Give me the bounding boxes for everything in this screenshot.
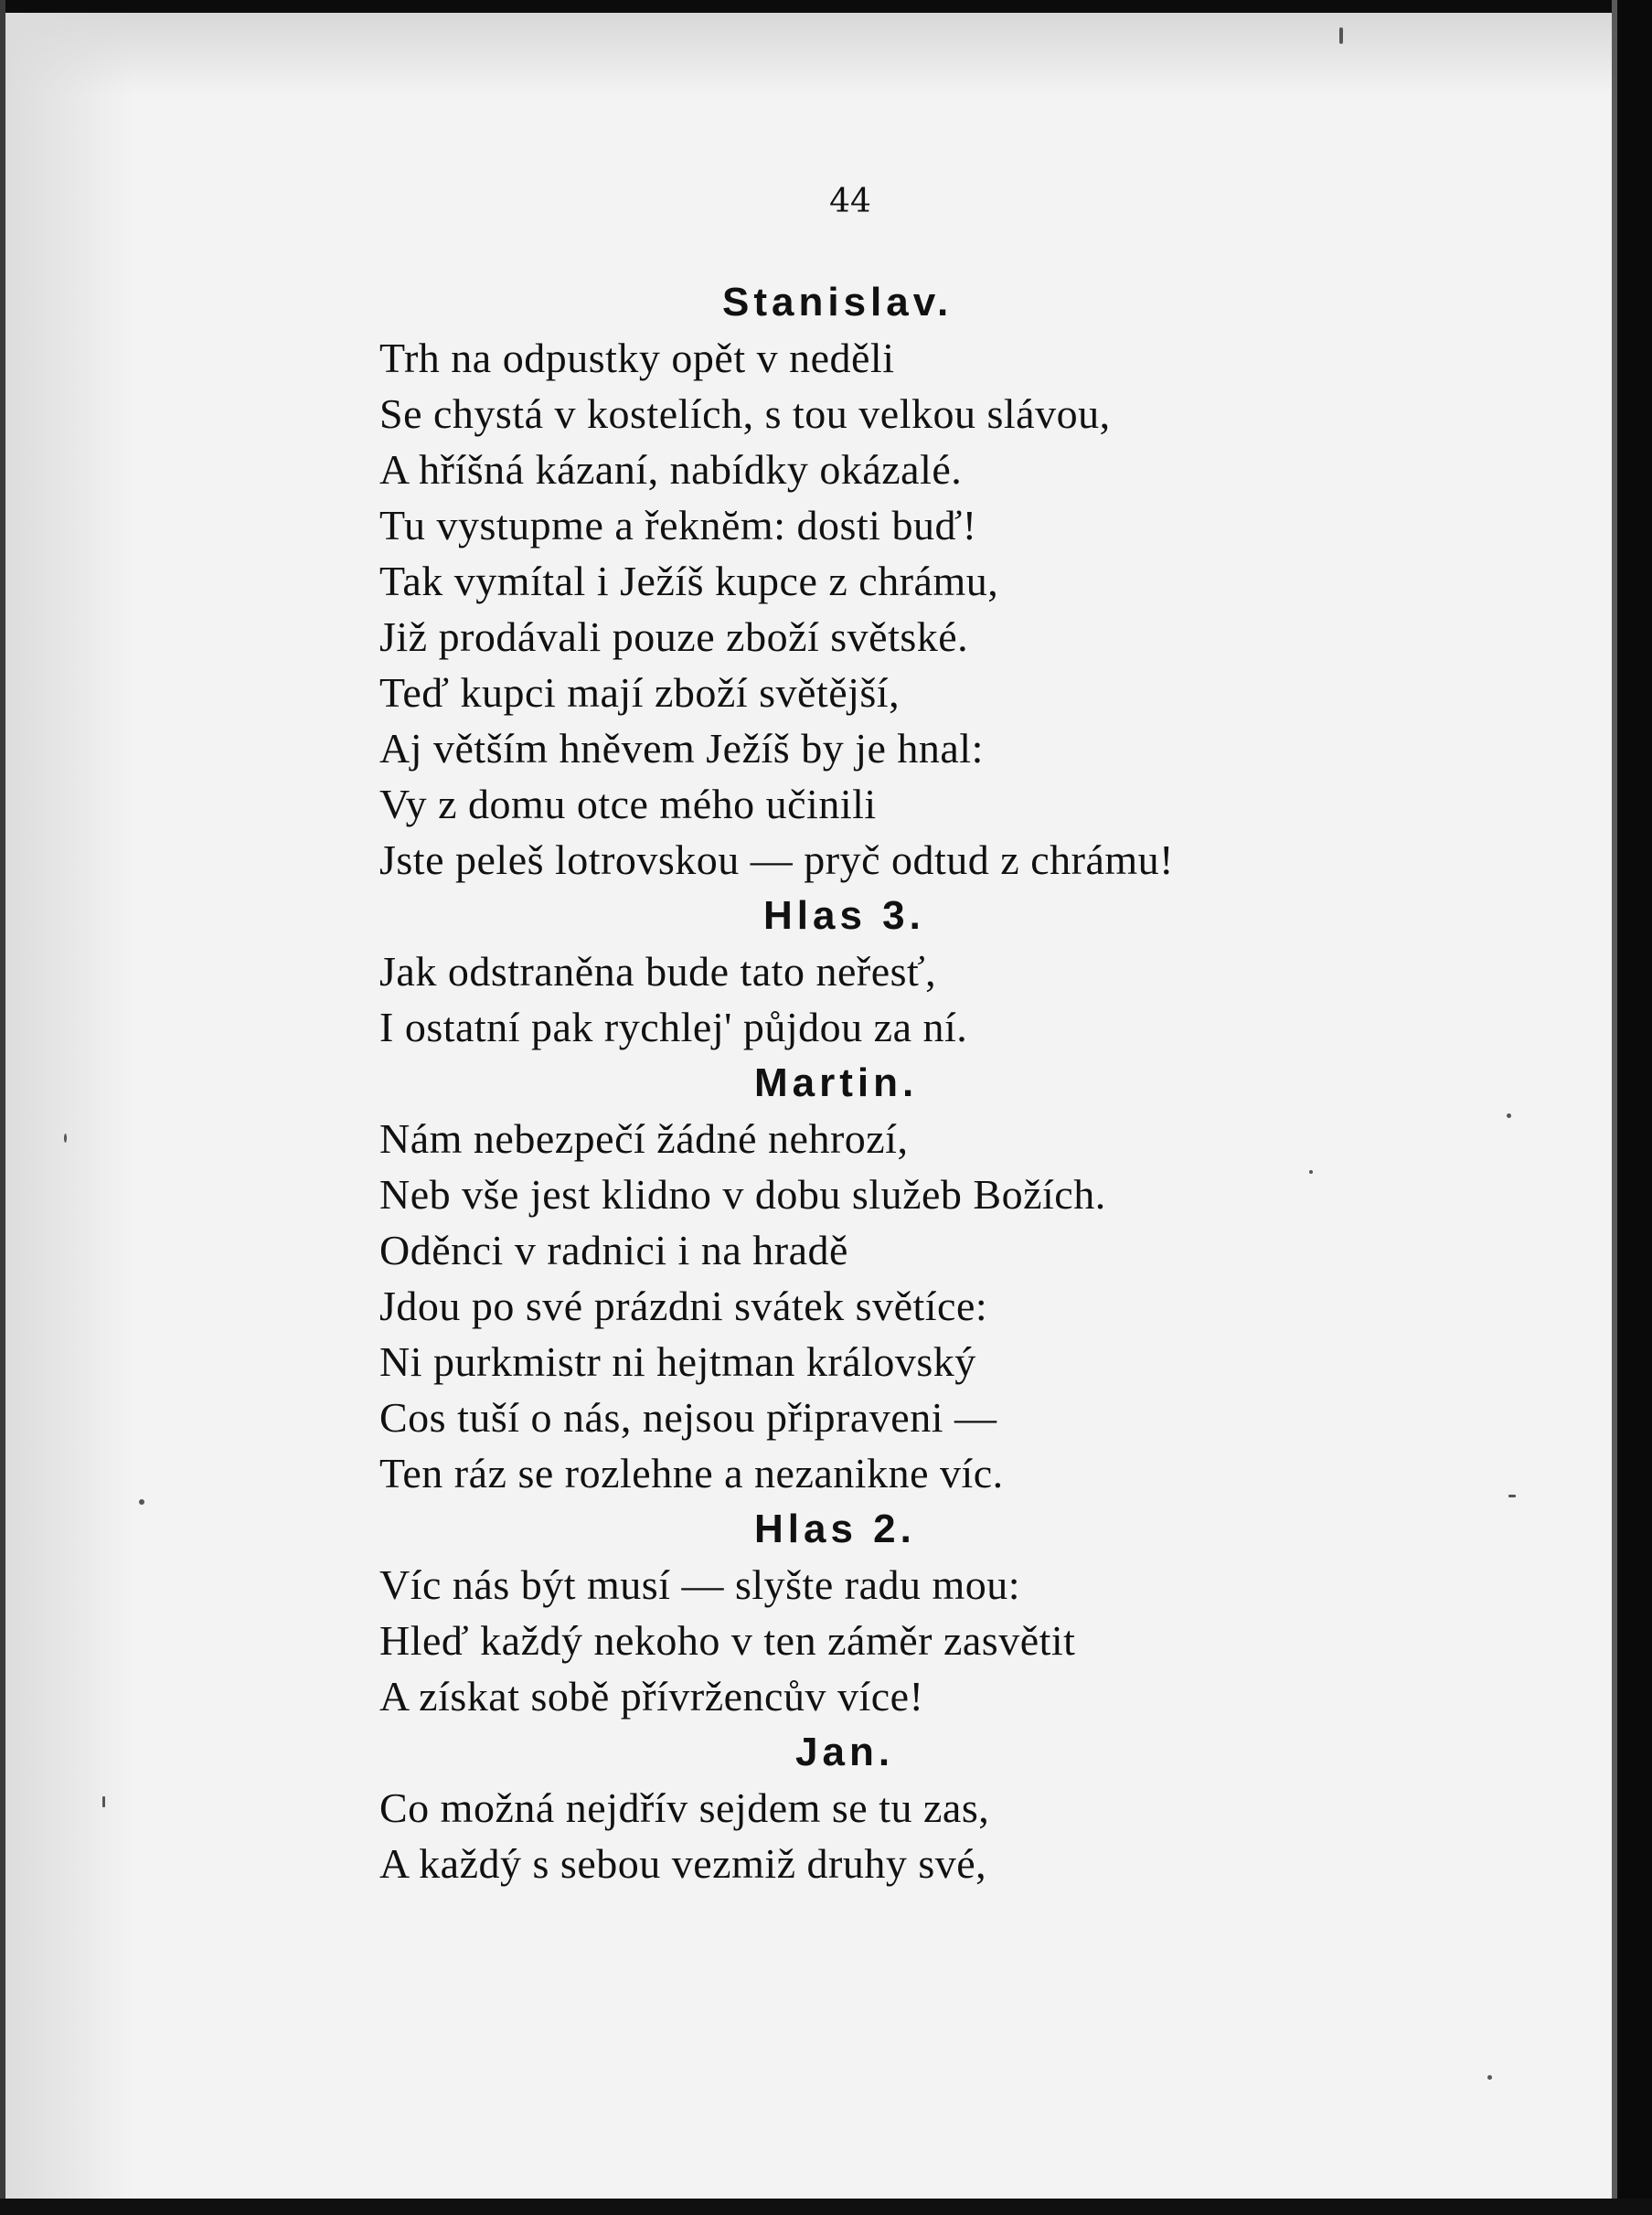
scan-speck [1339, 27, 1343, 44]
speaker-name: Martin. [754, 1060, 919, 1105]
verse-line: Již prodávali pouze zboží světské. [379, 613, 969, 660]
scan-border-left [0, 0, 5, 2215]
play-text [379, 274, 1440, 1891]
speaker-name: Hlas 2. [754, 1507, 916, 1551]
scan-speck [102, 1796, 105, 1807]
verse-line: Jdou po své prázdni svátek světíce: [379, 1283, 988, 1329]
page-number: 44 [829, 183, 871, 220]
verse-line: Neb vše jest klidno v dobu služeb Božích. [379, 1171, 1106, 1218]
verse-line: Vy z domu otce mého učinili [379, 781, 877, 827]
scan-speck [1508, 1495, 1516, 1497]
verse-line: A každý s sebou vezmiž druhy své, [379, 1840, 987, 1887]
scan-speck [1487, 2075, 1492, 2080]
verse-line: Cos tuší o nás, nejsou připraveni — [379, 1394, 997, 1441]
verse-line: Jste peleš lotrovskou — pryč odtud z chrámu! [379, 836, 1174, 883]
speaker-name: Hlas 3. [763, 893, 925, 938]
scan-speck [64, 1134, 67, 1143]
verse-line: Tak vymítal i Ježíš kupce z chrámu, [379, 558, 999, 604]
verse-line: A hříšná kázaní, nabídky okázalé. [379, 446, 963, 493]
scan-speck [139, 1499, 144, 1505]
speech [379, 943, 1440, 1055]
speaker-name: Jan. [795, 1730, 895, 1774]
scan-shadow-left [5, 0, 133, 2215]
verse-line: Trh na odpustky opět v neděli [379, 335, 895, 381]
scan-border-top [0, 0, 1652, 13]
verse-line: Jak odstraněna bude tato neřesť, [379, 948, 937, 995]
scan-border-bottom [0, 2199, 1652, 2215]
speech [379, 330, 1440, 888]
verse-line: I ostatní pak rychlej' půjdou za ní. [379, 1004, 968, 1050]
scan-speck [1507, 1113, 1511, 1118]
verse-line: Se chystá v kostelích, s tou velkou slávou, [379, 390, 1111, 437]
verse-line: Hleď každý nekoho v ten záměr zasvětit [379, 1617, 1076, 1664]
verse-line: Ni purkmistr ni hejtman královský [379, 1338, 976, 1385]
speech [379, 1557, 1440, 1724]
verse-line: Víc nás být musí — slyšte radu mou: [379, 1561, 1021, 1608]
verse-line: Aj větším hněvem Ježíš by je hnal: [379, 725, 984, 772]
verse-line: A získat sobě přívržencův více! [379, 1673, 924, 1720]
verse-line: Nám nebezpečí žádné nehrozí, [379, 1115, 909, 1162]
speech [379, 1780, 1440, 1891]
verse-line: Oděnci v radnici i na hradě [379, 1227, 848, 1273]
speaker-name: Stanislav. [722, 280, 954, 325]
verse-line: Ten ráz se rozlehne a nezanikne víc. [379, 1450, 1004, 1496]
verse-line: Tu vystupme a řeknĕm: dosti buď! [379, 502, 977, 548]
verse-line: Teď kupci mají zboží světější, [379, 669, 901, 716]
verse-line: Co možná nejdřív sejdem se tu zas, [379, 1784, 990, 1831]
speech [379, 1111, 1440, 1501]
scan-shadow-top [0, 13, 1652, 95]
